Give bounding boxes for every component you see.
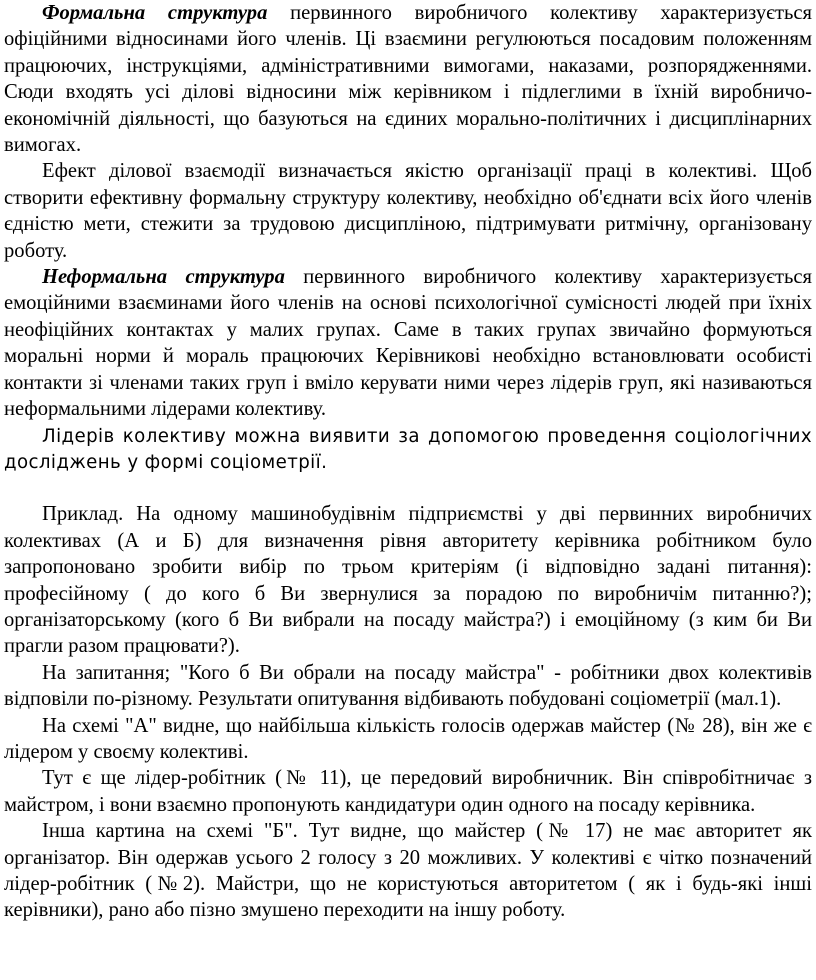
paragraph-informal-structure-text: первинного виробничого колективу характеризується емоційними взаєминами його членів на основі психологічної сумісності людей при їхніх неофіційних контактах у малих групах. Саме в таких групах звичайно формуються моральні норми й мораль працюючих Керівникові необхідно встановлювати особисті контакти зі членами таких груп і вміло керувати ними через лідерів груп, які називаються неформальними лідерами колективу. [4,266,812,421]
paragraph-formal-structure-text: первинного виробничого колективу характеризується офіційними відносинами його членів. Ці взаємини регулюються посадовим положенням працюючих, інструкціями, адміністративними вимогами, наказами, розпорядженнями. Сюди входять усі ділові відносини між керівником і підлеглими в їхній виробничо-економічній діяльності, що базуються на єдиних морально-політичних і дисциплінарних вимогах. [4,2,812,157]
paragraph-example: Приклад. На одному машинобудівнім підприємстві у дві первинних виробничих колективах (А и Б) для визначення рівня авторитету керівника робітником було запропоновано зробити вибір по трьом критеріям (і відповідно задані питання): професійному ( до кого б Ви звернулися за порадою по виробничім питанню?); організаторському (кого б Ви вибрали на посаду майстра?) і емоційному (з ким би Ви прагли разом працювати?). [4,503,812,658]
paragraph-business-interaction: Ефект ділової взаємодії визначається якістю організації праці в колективі. Щоб створити ефективну формальну структуру колективу, необхідно об'єднати всіх його членів єдністю мети, стежити за трудовою дисципліною, підтримувати ритмічну, організовану роботу. [4,160,812,262]
term-formal-structure: Формальна структура [42,2,268,24]
paragraph-scheme-a: На схемі "А" видне, що найбільша кількість голосів одержав майстер (№ 28), він же є лідером у своєму колективі. [4,714,812,763]
paragraph-leader-worker: Тут є ще лідер-робітник (№ 11), це передовий виробничник. Він співробітничає з майстром, і вони взаємно пропонують кандидатури один одного на посаду керівника. [4,767,812,816]
paragraph-scheme-b: Інша картина на схемі "Б". Тут видне, що майстер (№ 17) не має авторитет як організатор. Він одержав усього 2 голосу з 20 можливих. У колективі є чітко позначений лідер-робітник (№2). Майстри, що не користуються авторитетом ( як і будь-які інші керівники), рано або пізно змушено переходити на іншу роботу. [4,820,812,922]
paragraph-formal-structure [4,0,812,158]
document-page [4,0,812,924]
term-informal-structure: Неформальна структура [42,266,285,289]
paragraph-informal-structure [4,264,812,422]
paragraph-leaders-sociometry: Лідерів колективу можна виявити за допомогою проведення соціологічних досліджень у формі соціометрії. [4,425,812,473]
paragraph-question-results: На запитання; "Кого б Ви обрали на посаду майстра" - робітники двох колективів відповіли по-різному. Результати опитування відбивають побудовані соціометрії (мал.1). [4,661,812,711]
section-gap [4,477,812,501]
